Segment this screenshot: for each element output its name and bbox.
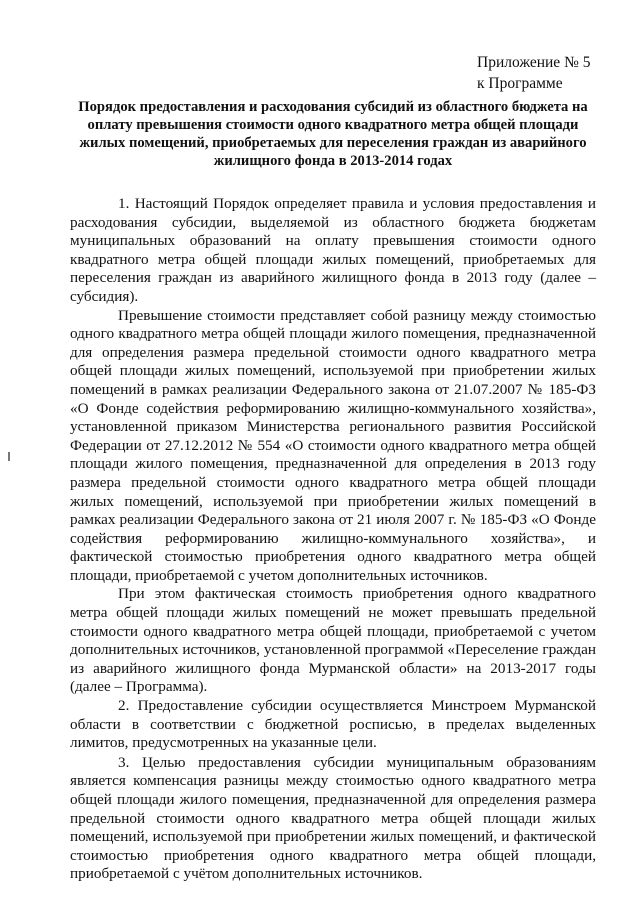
scan-mark — [8, 452, 10, 461]
document-title: Порядок предоставления и расходования субсидий из областного бюджета на оплату превышения стоимости одного квадратного метра общей площади жилых помещений, приобретаемых для переселения граждан из аварийного жилищного фонда в 2013-2014 годах — [78, 99, 588, 169]
appendix-header — [477, 52, 590, 94]
appendix-number: Приложение № 5 — [477, 54, 591, 71]
paragraph-2: Превышение стоимости представляет собой разницу между стоимостью одного квадратного метра общей площади жилого помещения, предназначенной для определения размера предельной стоимости одного квадратного метра общей площади жилых помещений, используемой при приобретении жилых помещений в рамках реализации Федерального закона от 21.07.2007 № 185-ФЗ «О Фонде содействия реформированию жилищно-коммунального хозяйства», установленной приказом Министерства регионального развития Российской Федерации от 27.12.2012 № 554 «О стоимости одного квадратного метра общей площади жилого помещения, предназначенной для определения в 2013 году размера предельной стоимости одного квадратного метра общей площади жилых помещений, используемой при приобретении жилых помещений в рамках реализации Федерального закона от 21 июля 2007 г. № 185-ФЗ «О Фонде содействия реформированию жилищно-коммунального хозяйства», и фактической стоимостью приобретения одного квадратного метра общей площади, приобретаемой с учетом дополнительных источников. — [70, 306, 596, 584]
document-body — [70, 195, 596, 884]
paragraph-5: 3. Целью предоставления субсидии муниципальным образованиям является компенсация разницы между стоимостью одного квадратного метра общей площади жилого помещения, предназначенной для определения размера предельной стоимости одного квадратного метра общей площади жилых помещений, используемой при приобретении жилых помещений, и фактической стоимостью приобретения одного квадратного метра общей площади, приобретаемой с учётом дополнительных источников. — [70, 753, 596, 883]
paragraph-4: 2. Предоставление субсидии осуществляется Минстроем Мурманской области в соответствии с бюджетной росписью, в пределах выделенных лимитов, предусмотренных на указанные цели. — [70, 697, 596, 752]
paragraph-1: 1. Настоящий Порядок определяет правила и условия предоставления и расходования субсидии, выделяемой из областного бюджета бюджетам муниципальных образований на оплату превышения стоимости одного квадратного метра общей площади жилых помещений, приобретаемых для переселения граждан из аварийного жилищного фонда в 2013 году (далее – субсидия). — [70, 195, 596, 305]
appendix-reference: к Программе — [477, 75, 563, 92]
paragraph-3: При этом фактическая стоимость приобретения одного квадратного метра общей площади жилых помещений не может превышать предельной стоимости одного квадратного метра общей площади, приобретаемой с учетом дополнительных источников, установленной программой «Переселение граждан из аварийного жилищного фонда Мурманской области» на 2013-2017 годы (далее – Программа). — [70, 585, 596, 696]
